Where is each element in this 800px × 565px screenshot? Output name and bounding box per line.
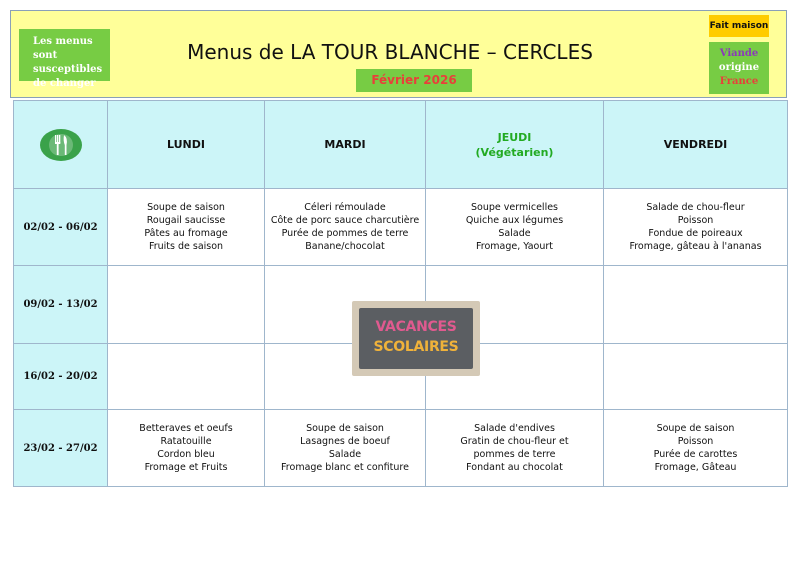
menu-item: Betteraves et oeufs	[139, 423, 233, 434]
disclaimer-line: susceptibles	[33, 64, 103, 75]
menu-item: Gratin de chou-fleur et	[460, 436, 569, 447]
menu-cell-mardi	[265, 410, 426, 487]
france-label: France	[719, 76, 759, 87]
menu-item: Fondant au chocolat	[466, 462, 563, 473]
menu-cell-vendredi	[604, 266, 788, 344]
menu-item: Ratatouille	[160, 436, 212, 447]
week-dates: 23/02 - 27/02	[14, 410, 108, 487]
menu-cell-mardi	[265, 189, 426, 266]
week-dates: 09/02 - 13/02	[14, 266, 108, 344]
vacances-scolaires-image	[352, 301, 480, 376]
menu-cell-lundi	[108, 410, 265, 487]
menu-item: Soupe vermicelles	[471, 202, 558, 213]
menu-item: Fromage et Fruits	[144, 462, 228, 473]
menu-item: Soupe de saison	[306, 423, 384, 434]
table-header-row	[14, 101, 788, 189]
menu-cell-jeudi	[426, 189, 604, 266]
disclaimer-line: de changer	[33, 78, 96, 89]
menu-item: Salade	[328, 449, 362, 460]
fait-maison-badge: Fait maison	[709, 15, 769, 37]
month-badge: Février 2026	[356, 69, 472, 92]
menu-item: Purée de pommes de terre	[281, 228, 409, 239]
menu-item: Salade	[498, 228, 531, 239]
menu-cell-vendredi	[604, 344, 788, 410]
menu-item: Purée de carottes	[653, 449, 738, 460]
menu-item: Pâtes au fromage	[144, 228, 228, 239]
menu-item: Lasagnes de boeuf	[300, 436, 390, 447]
day-header-mardi: MARDI	[265, 101, 426, 189]
menu-item: Soupe de saison	[147, 202, 225, 213]
scolaires-label: SCOLAIRES	[373, 339, 459, 355]
menu-item: Salade de chou-fleur	[646, 202, 745, 213]
viande-label: Viande	[719, 48, 759, 59]
menu-item: Quiche aux légumes	[465, 215, 564, 226]
day-header-vendredi: VENDREDI	[604, 101, 788, 189]
menu-item: Fromage, Gâteau	[654, 462, 737, 473]
menu-cell-lundi	[108, 266, 265, 344]
menu-item: Banane/chocolat	[305, 241, 385, 252]
menu-item: Poisson	[677, 215, 714, 226]
week-dates: 02/02 - 06/02	[14, 189, 108, 266]
jeudi-vegetarien-label: (Végétarien)	[475, 145, 554, 159]
day-header-jeudi	[426, 101, 604, 189]
menu-item: Fondue de poireaux	[648, 228, 743, 239]
table-row	[14, 410, 788, 487]
menu-item: Fromage blanc et confiture	[281, 462, 409, 473]
chalkboard	[359, 308, 473, 369]
menu-table	[13, 100, 788, 487]
disclaimer-note	[19, 29, 110, 89]
day-header-lundi: LUNDI	[108, 101, 265, 189]
week-dates: 16/02 - 20/02	[14, 344, 108, 410]
menu-cell-jeudi	[426, 410, 604, 487]
menu-cell-lundi	[108, 189, 265, 266]
table-row	[14, 189, 788, 266]
menu-item: Fromage, Yaourt	[475, 241, 554, 252]
menu-cell-vendredi	[604, 189, 788, 266]
disclaimer-line: Les menus sont	[33, 36, 93, 61]
menu-item: Poisson	[677, 436, 714, 447]
menu-item: Rougail saucisse	[146, 215, 226, 226]
icon-header-cell	[14, 101, 108, 189]
origine-label: origine	[718, 62, 760, 73]
menu-cell-lundi	[108, 344, 265, 410]
fork-knife-icon	[40, 129, 82, 161]
menu-item: Côte de porc sauce charcutière	[270, 215, 420, 226]
menu-item: pommes de terre	[473, 449, 556, 460]
menu-item: Fromage, gâteau à l'ananas	[629, 241, 762, 252]
menu-item: Céleri rémoulade	[304, 202, 386, 213]
page-title: Menus de LA TOUR BLANCHE – CERCLES	[187, 40, 593, 64]
viande-origine-badge	[709, 42, 769, 94]
menu-item: Fruits de saison	[148, 241, 224, 252]
menu-item: Soupe de saison	[656, 423, 735, 434]
jeudi-label: JEUDI	[497, 130, 532, 144]
menu-cell-vendredi	[604, 410, 788, 487]
menu-item: Salade d'endives	[474, 423, 555, 434]
vacances-label: VACANCES	[375, 319, 457, 335]
menu-item: Cordon bleu	[157, 449, 215, 460]
